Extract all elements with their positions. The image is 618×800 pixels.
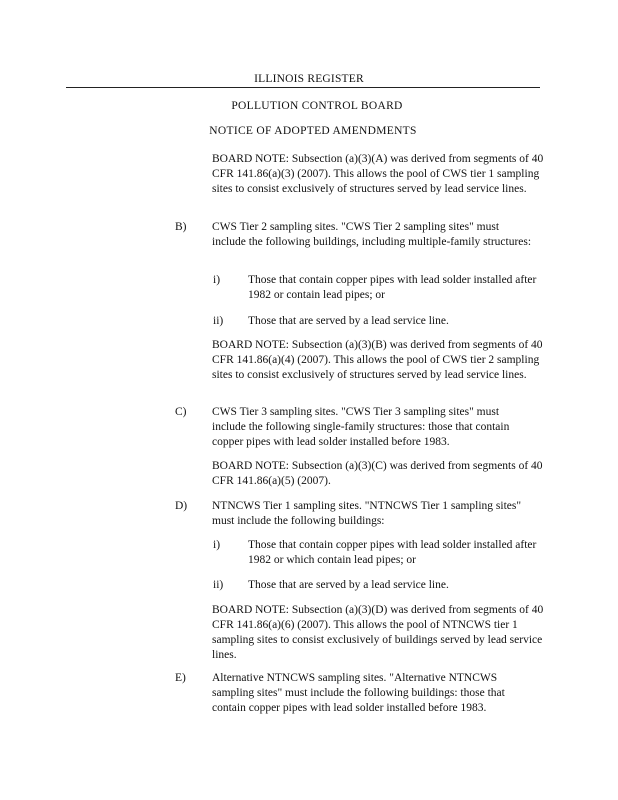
header-rule [66, 87, 540, 88]
item-b-ii-label: ii) [213, 315, 224, 327]
board-note-d: BOARD NOTE: Subsection (a)(3)(D) was derived from segments of 40 CFR 141.86(a)(6) (2007). This allows the pool of NTNCWS tier 1 sampling sites to consist exclusively of buildings served by lead service lines. [212, 604, 544, 661]
item-d-ii-text: Those that are served by a lead service line. [248, 579, 449, 591]
item-c-text: CWS Tier 3 sampling sites. "CWS Tier 3 sampling sites" must include the following single-family structures: those that contain copper pipes with lead solder installed before 1983. [212, 406, 510, 448]
register-title: ILLINOIS REGISTER [0, 73, 618, 85]
board-note-b: BOARD NOTE: Subsection (a)(3)(B) was derived from segments of 40 CFR 141.86(a)(4) (2007). This allows the pool of CWS tier 2 sampling sites to consist exclusively of structures served by lead service lines. [212, 339, 543, 381]
item-b-text: CWS Tier 2 sampling sites. "CWS Tier 2 sampling sites" must include the following buildings, including multiple-family structures: [212, 221, 532, 248]
board-title: POLLUTION CONTROL BOARD [231, 100, 403, 112]
item-d-label: D) [175, 500, 188, 512]
item-b-label: B) [175, 221, 187, 233]
item-e-label: E) [175, 672, 186, 684]
item-e-text: Alternative NTNCWS sampling sites. "Alternative NTNCWS sampling sites" must include the following buildings: those that contain copper pipes with lead solder installed before 1983. [212, 672, 505, 714]
notice-title: NOTICE OF ADOPTED AMENDMENTS [209, 125, 417, 137]
item-d-text: NTNCWS Tier 1 sampling sites. "NTNCWS Tier 1 sampling sites" must include the following buildings: [212, 500, 522, 527]
item-c-label: C) [175, 406, 187, 418]
item-d-i-label: i) [213, 539, 221, 551]
board-note-a: BOARD NOTE: Subsection (a)(3)(A) was derived from segments of 40 CFR 141.86(a)(3) (2007). This allows the pool of CWS tier 1 sampling sites to consist exclusively of structures served by lead service lines. [212, 153, 544, 195]
item-d-ii-label: ii) [213, 579, 224, 591]
board-note-c: BOARD NOTE: Subsection (a)(3)(C) was derived from segments of 40 CFR 141.86(a)(5) (2007). [212, 460, 543, 487]
item-b-i-label: i) [213, 274, 221, 286]
item-b-ii-text: Those that are served by a lead service line. [248, 315, 449, 327]
item-b-i-text: Those that contain copper pipes with lead solder installed after 1982 or contain lead pipes; or [248, 274, 537, 301]
item-d-i-text: Those that contain copper pipes with lead solder installed after 1982 or which contain lead pipes; or [248, 539, 537, 566]
